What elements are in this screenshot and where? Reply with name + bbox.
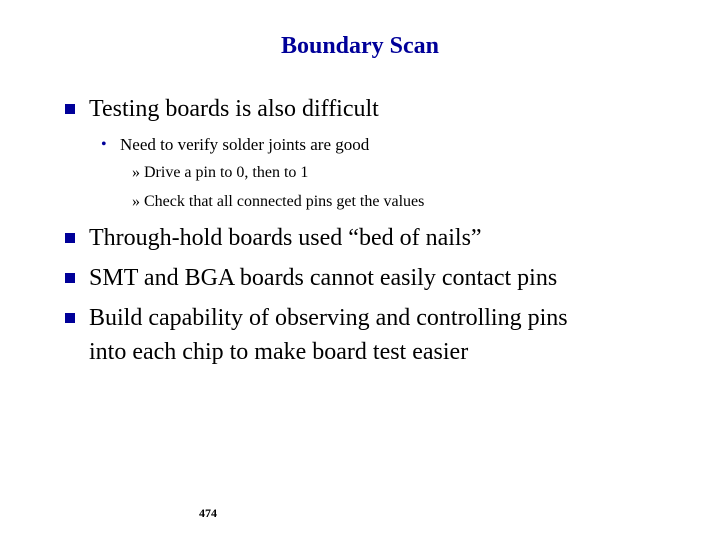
bullet-text: SMT and BGA boards cannot easily contact pins bbox=[89, 265, 558, 291]
square-bullet-icon bbox=[65, 313, 75, 323]
sub-sub-bullet-text: » Check that all connected pins get the values bbox=[132, 193, 425, 210]
bullet-text-continuation: into each chip to make board test easier bbox=[89, 339, 469, 365]
square-bullet-icon bbox=[65, 104, 75, 114]
round-bullet-icon: • bbox=[101, 136, 107, 153]
bullet-text: Testing boards is also difficult bbox=[89, 96, 379, 122]
square-bullet-icon bbox=[65, 233, 75, 243]
sub-sub-bullet-text: » Drive a pin to 0, then to 1 bbox=[132, 164, 309, 181]
page-number: 474 bbox=[199, 506, 217, 520]
bullet-text: Build capability of observing and controlling pins bbox=[89, 305, 568, 331]
square-bullet-icon bbox=[65, 273, 75, 283]
bullet-text: Through-hold boards used “bed of nails” bbox=[89, 225, 482, 251]
slide-title: Boundary Scan bbox=[280, 33, 440, 59]
sub-bullet-text: Need to verify solder joints are good bbox=[120, 135, 370, 154]
